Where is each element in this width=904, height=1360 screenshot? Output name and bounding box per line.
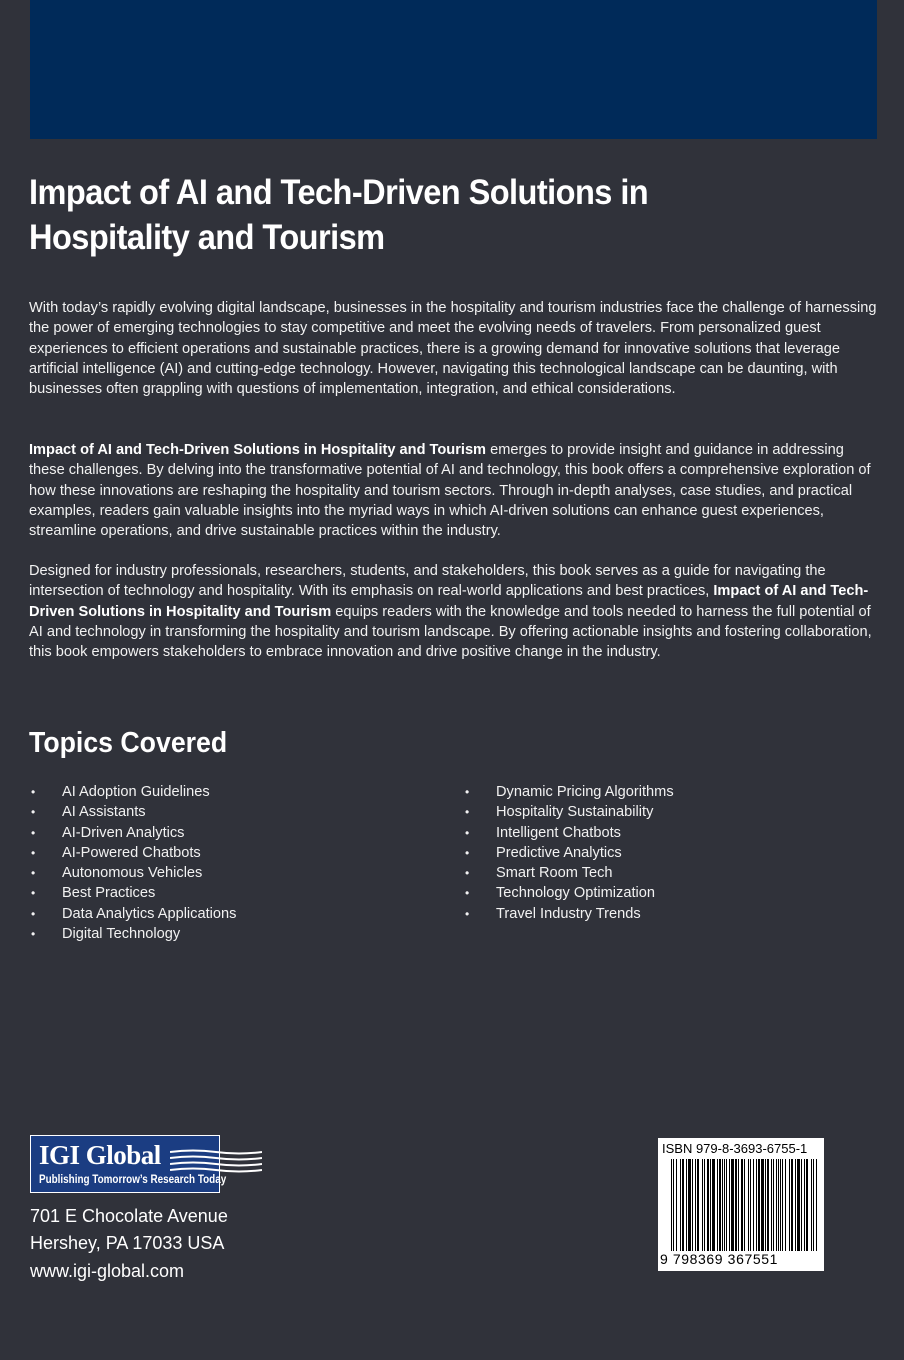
logo-tagline: Publishing Tomorrow’s Research Today [39, 1174, 227, 1186]
barcode-bar [804, 1159, 805, 1251]
description-paragraph-1: With today’s rapidly evolving digital landscape, businesses in the hospitality and tourism industries face the challenge of harnessing the power of emerging technologies to stay competitive and meet the evolving needs of travelers. From personalized guest experiences to efficient operations and sustainable practices, there is a growing demand for innovative solutions that leverage artificial intelligence (AI) and cutting-edge technology. However, navigating this technological landscape can be daunting, with businesses often grappling with questions of implementation, integration, and ethical considerations. [29, 300, 877, 398]
bullet-icon: • [31, 927, 36, 942]
bullet-icon: • [31, 825, 36, 840]
barcode-bar [780, 1159, 781, 1251]
topic-item [31, 802, 236, 822]
topic-label: AI-Driven Analytics [62, 824, 185, 841]
barcode-bar [724, 1159, 725, 1251]
topic-item [465, 883, 674, 903]
barcode-bar [719, 1159, 721, 1251]
bullet-icon: • [31, 805, 36, 820]
publisher-city: Hershey, PA 17033 USA [30, 1233, 225, 1253]
bullet-icon: • [465, 866, 470, 881]
barcode-bar [813, 1159, 814, 1251]
barcode-bar [756, 1159, 757, 1251]
barcode-bar [673, 1159, 674, 1251]
barcode-bar [795, 1159, 796, 1251]
barcode-bar [816, 1159, 817, 1251]
paragraph-3-start: Designed for industry professionals, researchers, students, and stakeholders, this book serves as a guide for navigating the intersection of technology and hospitality. With its emphasis on real-world applications and best practices, [29, 563, 826, 600]
topic-label: AI Assistants [62, 804, 146, 821]
topic-label: Dynamic Pricing Algorithms [496, 784, 674, 800]
title-line-2: Hospitality and Tourism [29, 218, 385, 257]
barcode-bar [712, 1159, 715, 1251]
description-paragraph-2 [29, 440, 879, 541]
title-line-1: Impact of AI and Tech-Driven Solutions in [29, 173, 649, 212]
topic-item [31, 863, 236, 883]
topic-label: Digital Technology [62, 926, 181, 943]
topic-label: Best Practices [62, 885, 156, 902]
logo-wordmark: IGI Global [39, 1140, 161, 1170]
book-title-inline: Impact of AI and Tech-Driven Solutions in Hospitality and Tourism [29, 583, 869, 620]
barcode-bar [671, 1159, 672, 1251]
barcode-bar [697, 1159, 699, 1251]
topics-list-left [31, 782, 236, 944]
topic-item [465, 823, 674, 843]
topic-label: Intelligent Chatbots [496, 824, 621, 841]
barcode-bar [748, 1159, 749, 1251]
barcode-bar [680, 1159, 681, 1251]
barcode-bar [782, 1159, 783, 1251]
bullet-icon: • [465, 805, 470, 820]
barcode-bar [811, 1159, 812, 1251]
barcode-bar [758, 1159, 760, 1251]
topic-label: Autonomous Vehicles [62, 865, 203, 882]
barcode-bar [791, 1159, 793, 1251]
topic-label: Travel Industry Trends [496, 905, 641, 922]
topic-item [465, 904, 674, 924]
paragraph-2-text: emerges to provide insight and guidance in addressing these challenges. By delving into the transformative potential of AI and technology, this book offers a comprehensive exploration of how these innovations are reshaping the hospitality and tourism sectors. Through in-depth analyses, case studies, and practical examples, readers gain valuable insights into the myriad ways in which AI-driven solutions can enhance guest experiences, streamline operations, and drive sustainable practices within the industry. [29, 442, 871, 540]
topic-item [31, 782, 236, 802]
barcode-bar [729, 1159, 730, 1251]
barcode-bar [801, 1159, 802, 1251]
topic-item [31, 924, 236, 944]
barcode-bar [707, 1159, 709, 1251]
logo-wave-lines-icon [170, 1149, 262, 1173]
barcode-bar [731, 1159, 734, 1251]
barcode-bar [750, 1159, 751, 1251]
topic-item [31, 843, 236, 863]
barcode-bars-icon [671, 1159, 817, 1255]
barcode-bar [682, 1159, 684, 1251]
topic-item [465, 843, 674, 863]
topic-item [465, 802, 674, 822]
bullet-icon: • [31, 886, 36, 901]
barcode-bar [765, 1159, 766, 1251]
barcode-bar [797, 1159, 800, 1251]
topic-item [31, 883, 236, 903]
barcode-digits: 9 798369 367551 [660, 1251, 778, 1267]
bullet-icon: • [31, 866, 36, 881]
isbn-barcode [658, 1138, 824, 1271]
barcode-bar [767, 1159, 769, 1251]
book-title-inline: Impact of AI and Tech-Driven Solutions in Hospitality and Tourism [29, 442, 487, 458]
barcode-bar [771, 1159, 772, 1251]
barcode-bar [702, 1159, 703, 1251]
barcode-bar [773, 1159, 774, 1251]
bullet-icon: • [465, 845, 470, 860]
topic-label: Smart Room Tech [496, 865, 613, 882]
topic-item [465, 863, 674, 883]
topic-label: AI-Powered Chatbots [62, 844, 201, 861]
topics-list-right [465, 782, 674, 924]
topic-item [465, 782, 674, 802]
topic-label: Data Analytics Applications [62, 905, 237, 922]
topics-heading: Topics Covered [29, 727, 228, 759]
top-color-banner [30, 0, 877, 139]
barcode-bar [778, 1159, 779, 1251]
topic-label: Hospitality Sustainability [496, 804, 654, 821]
barcode-bar [717, 1159, 718, 1251]
bullet-icon: • [31, 906, 36, 921]
publisher-street: 701 E Chocolate Avenue [30, 1206, 228, 1226]
barcode-bar [686, 1159, 687, 1251]
bullet-icon: • [465, 785, 470, 799]
isbn-label: ISBN 979-8-3693-6755-1 [662, 1141, 808, 1156]
book-title [29, 170, 820, 260]
barcode-bar [744, 1159, 745, 1251]
barcode-bar [710, 1159, 711, 1251]
bullet-icon: • [31, 845, 36, 860]
topic-label: Technology Optimization [496, 885, 655, 902]
barcode-bar [761, 1159, 764, 1251]
barcode-bar [676, 1159, 677, 1251]
description-paragraph-3 [29, 561, 879, 662]
barcode-bar [741, 1159, 743, 1251]
barcode-bar [776, 1159, 777, 1251]
topic-item [31, 904, 236, 924]
barcode-bar [692, 1159, 693, 1251]
barcode-bar [785, 1159, 786, 1251]
paragraph-3-rest: equips readers with the knowledge and tools needed to harness the full potential of AI and technology in transforming the hospitality and tourism landscape. By offering actionable insights and fostering collaboration, this book empowers stakeholders to embrace innovation and drive positive change in the industry. [29, 603, 872, 661]
publisher-logo [30, 1135, 262, 1195]
barcode-bar [735, 1159, 737, 1251]
bullet-icon: • [465, 825, 470, 840]
barcode-bar [789, 1159, 790, 1251]
topic-label: AI Adoption Guidelines [62, 784, 210, 800]
barcode-bar [688, 1159, 691, 1251]
barcode-bar [722, 1159, 723, 1251]
topic-item [31, 823, 236, 843]
bullet-icon: • [31, 785, 36, 799]
barcode-bar [738, 1159, 739, 1251]
bullet-icon: • [465, 906, 470, 921]
topic-label: Predictive Analytics [496, 844, 622, 861]
barcode-bar [695, 1159, 696, 1251]
publisher-website: www.igi-global.com [30, 1261, 185, 1281]
barcode-bar [726, 1159, 727, 1251]
barcode-bar [806, 1159, 808, 1251]
barcode-bar [704, 1159, 705, 1251]
bullet-icon: • [465, 886, 470, 901]
barcode-bar [753, 1159, 754, 1251]
